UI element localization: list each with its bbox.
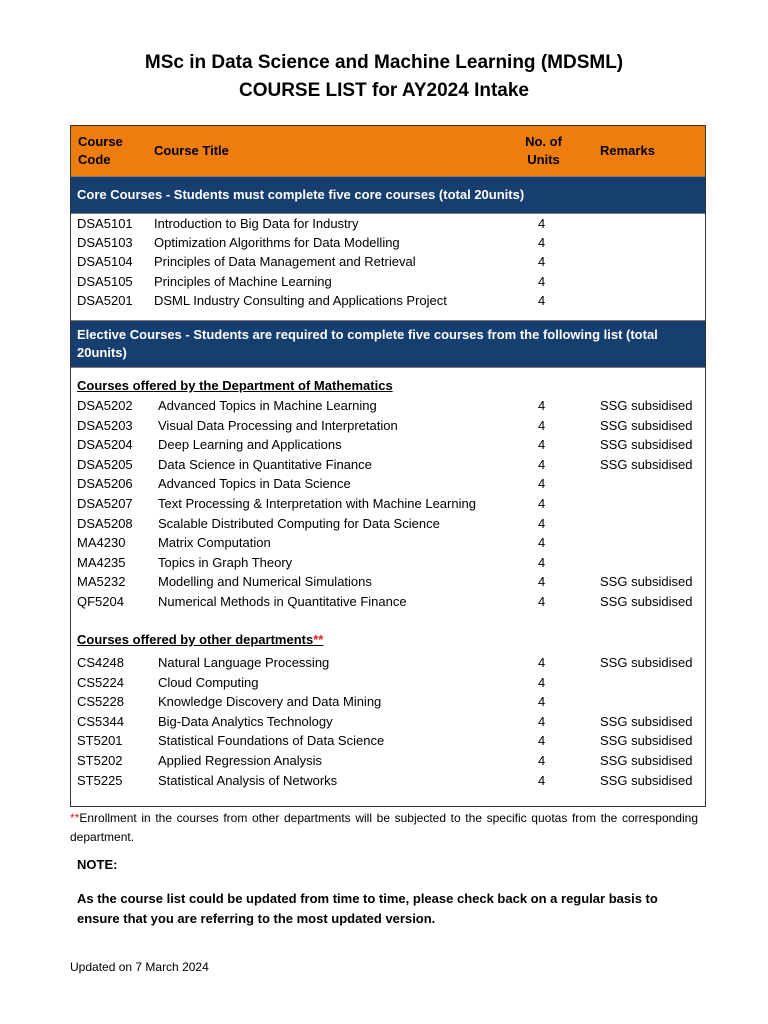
table-row [71, 233, 705, 253]
course-title: Cloud Computing [158, 674, 259, 690]
document-title: MSc in Data Science and Machine Learning (MDSML) [144, 52, 624, 73]
course-title: Optimization Algorithms for Data Modelling [154, 235, 400, 251]
asterisk-mark: ** [313, 632, 324, 647]
course-remarks: SSG subsidised [600, 437, 693, 453]
course-code: ST5225 [77, 772, 123, 788]
course-code: DSA5205 [77, 456, 133, 472]
course-remarks: SSG subsidised [600, 574, 693, 590]
course-code: DSA5203 [77, 417, 133, 433]
course-code: DSA5201 [77, 292, 133, 308]
course-title: Introduction to Big Data for Industry [154, 216, 359, 231]
table-row [71, 673, 705, 693]
course-title: Natural Language Processing [158, 655, 330, 670]
course-title: Statistical Analysis of Networks [158, 772, 338, 788]
course-title: Topics in Graph Theory [158, 554, 293, 570]
course-units: 4 [538, 694, 546, 710]
course-units: 4 [538, 574, 546, 590]
table-row [71, 214, 705, 234]
course-title: Matrix Computation [158, 535, 271, 551]
course-units: 4 [538, 456, 546, 472]
course-units: 4 [538, 515, 546, 531]
course-title: Advanced Topics in Machine Learning [158, 398, 377, 413]
course-title: Numerical Methods in Quantitative Finance [158, 594, 407, 609]
header-remarks: Remarks [600, 143, 655, 158]
course-code: ST5202 [77, 753, 123, 768]
course-code: DSA5202 [77, 398, 133, 413]
course-code: MA5232 [77, 574, 126, 590]
divider [71, 367, 705, 368]
course-units: 4 [538, 554, 546, 570]
course-title: DSML Industry Consulting and Applications Project [154, 292, 447, 308]
course-units: 4 [538, 437, 546, 453]
course-title: Text Processing & Interpretation with Machine Learning [158, 496, 476, 511]
course-units: 4 [538, 594, 546, 609]
table-row [71, 771, 705, 791]
table-row [71, 474, 705, 494]
course-units: 4 [538, 655, 546, 670]
course-remarks: SSG subsidised [600, 655, 693, 670]
other-departments-heading: Courses offered by other departments** [77, 632, 324, 647]
course-title: Applied Regression Analysis [158, 753, 323, 768]
course-code: QF5204 [77, 594, 124, 609]
header-course-code: Course Code [78, 134, 123, 167]
table-row [71, 731, 705, 751]
course-code: MA4230 [77, 535, 126, 551]
course-units: 4 [538, 292, 546, 308]
table-row [71, 291, 705, 311]
course-code: CS5228 [77, 694, 124, 710]
header-course-title: Course Title [154, 143, 229, 158]
table-row [71, 494, 705, 514]
table-row [71, 592, 705, 612]
course-units: 4 [538, 772, 546, 788]
course-remarks: SSG subsidised [600, 417, 693, 433]
table-row [71, 653, 705, 673]
course-units: 4 [538, 417, 546, 433]
core-courses-band: Core Courses - Students must complete five core courses (total 20units) [71, 177, 705, 213]
course-units: 4 [538, 713, 546, 729]
table-row [71, 553, 705, 573]
course-code: ST5201 [77, 733, 123, 749]
course-title: Statistical Foundations of Data Science [158, 733, 385, 749]
course-code: MA4235 [77, 554, 126, 570]
course-units: 4 [538, 733, 546, 749]
course-code: DSA5103 [77, 235, 133, 251]
table-row [71, 572, 705, 592]
course-title: Visual Data Processing and Interpretation [158, 417, 398, 433]
document-subtitle: COURSE LIST for AY2024 Intake [238, 80, 530, 101]
course-code: CS5224 [77, 674, 124, 690]
updated-date: Updated on 7 March 2024 [70, 960, 209, 974]
course-title: Deep Learning and Applications [158, 437, 342, 453]
course-units: 4 [538, 216, 546, 231]
course-units: 4 [538, 535, 546, 551]
course-units: 4 [538, 254, 546, 270]
course-title: Modelling and Numerical Simulations [158, 574, 372, 590]
course-code: DSA5206 [77, 476, 133, 492]
course-units: 4 [538, 496, 546, 511]
table-row [71, 252, 705, 272]
course-code: DSA5204 [77, 437, 133, 453]
course-code: DSA5101 [77, 216, 133, 231]
course-title: Scalable Distributed Computing for Data Science [158, 515, 440, 531]
course-units: 4 [538, 753, 546, 768]
table-row [71, 751, 705, 771]
course-title: Data Science in Quantitative Finance [158, 456, 372, 472]
course-remarks: SSG subsidised [600, 733, 693, 749]
table-row [71, 692, 705, 712]
course-remarks: SSG subsidised [600, 713, 693, 729]
course-units: 4 [538, 273, 546, 289]
course-units: 4 [538, 398, 546, 413]
course-title: Principles of Data Management and Retrieval [154, 254, 416, 270]
table-row [71, 514, 705, 534]
course-table [70, 125, 706, 807]
course-code: DSA5104 [77, 254, 133, 270]
course-remarks: SSG subsidised [600, 456, 693, 472]
course-code: DSA5208 [77, 515, 133, 531]
math-department-heading: Courses offered by the Department of Mathematics [77, 378, 393, 393]
course-units: 4 [538, 674, 546, 690]
note-heading: NOTE: [77, 857, 118, 872]
course-units: 4 [538, 476, 546, 492]
course-units: 4 [538, 235, 546, 251]
table-row [71, 272, 705, 292]
table-row [71, 396, 705, 416]
course-code: CS4248 [77, 655, 124, 670]
footnote: **Enrollment in the courses from other departments will be subjected to the specific quotas from the corresponding department. [70, 811, 698, 844]
course-title: Advanced Topics in Data Science [158, 476, 351, 492]
table-row [71, 712, 705, 732]
course-remarks: SSG subsidised [600, 398, 693, 413]
course-remarks: SSG subsidised [600, 594, 693, 609]
table-row [71, 455, 705, 475]
table-row [71, 416, 705, 436]
table-header [71, 126, 705, 176]
course-remarks: SSG subsidised [600, 753, 693, 768]
course-title: Big-Data Analytics Technology [158, 713, 333, 729]
course-remarks: SSG subsidised [600, 772, 693, 788]
course-code: DSA5207 [77, 496, 133, 511]
course-title: Principles of Machine Learning [154, 273, 332, 289]
table-row [71, 533, 705, 553]
note-body: As the course list could be updated from time to time, please check back on a regular basis to ensure that you are referring to the most updated version. [77, 891, 658, 926]
course-title: Knowledge Discovery and Data Mining [158, 694, 382, 710]
footnote-asterisk: ** [70, 811, 80, 825]
course-code: CS5344 [77, 713, 124, 729]
header-units: No. of Units [525, 134, 562, 167]
table-row [71, 435, 705, 455]
course-code: DSA5105 [77, 273, 133, 289]
elective-courses-band: Elective Courses - Students are required to complete five courses from the following list (total 20units) [71, 321, 705, 367]
